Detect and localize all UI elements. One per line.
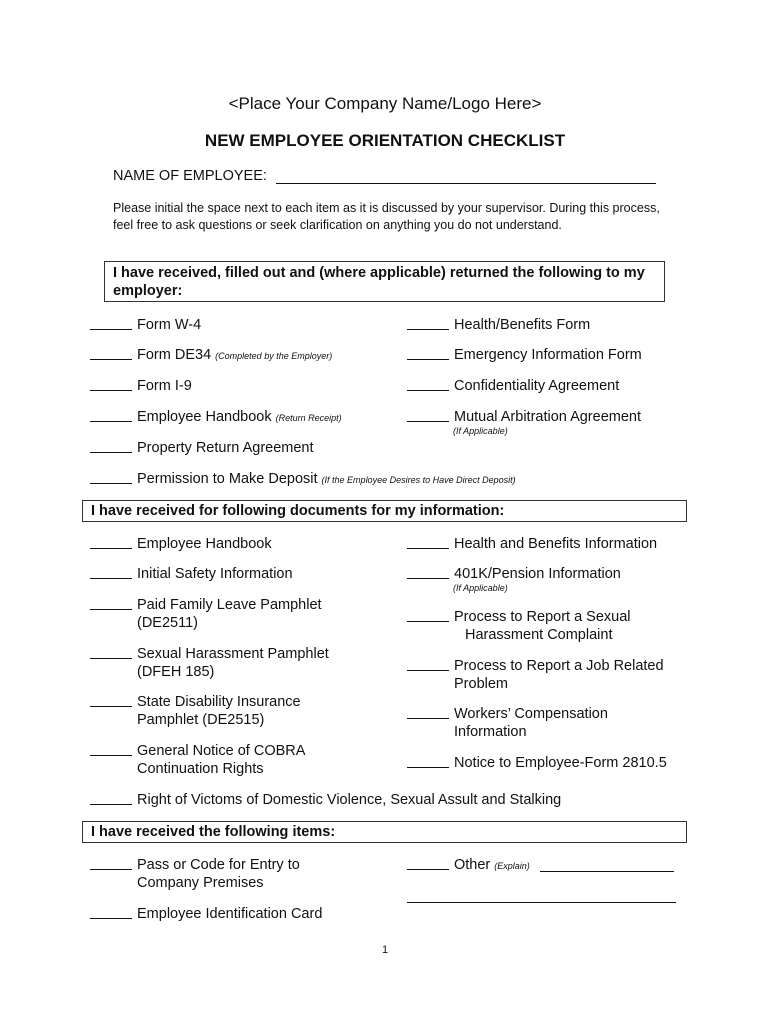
item-label: Property Return Agreement <box>137 440 314 456</box>
initial-blank[interactable] <box>90 742 132 756</box>
checklist-item-domestic-violence-rights <box>90 791 561 810</box>
item-label: Confidentiality Agreement <box>454 378 620 394</box>
item-label: Form DE34 <box>137 347 212 363</box>
initial-blank[interactable] <box>90 377 132 391</box>
checklist-item-emergency-information-form <box>407 346 642 365</box>
item-label-line1: General Notice of COBRA <box>137 743 306 759</box>
initial-blank[interactable] <box>407 657 449 671</box>
initial-blank[interactable] <box>90 408 132 422</box>
checklist-item-report-job-related-problem <box>407 657 664 693</box>
item-label: Employee Identification Card <box>137 906 323 922</box>
item-label-line2: Problem <box>454 676 508 692</box>
item-label: Health/Benefits Form <box>454 317 591 333</box>
checklist-item-form-w4 <box>90 316 201 335</box>
page-title: NEW EMPLOYEE ORIENTATION CHECKLIST <box>204 131 566 150</box>
item-note: (Completed by the Employer) <box>215 351 333 361</box>
page-number: 1 <box>381 944 389 956</box>
item-label-line2: Pamphlet (DE2515) <box>137 712 265 728</box>
initial-blank[interactable] <box>407 565 449 579</box>
initial-blank[interactable] <box>90 316 132 330</box>
item-label-line2: Information <box>454 724 527 740</box>
initial-blank[interactable] <box>90 565 132 579</box>
checklist-item-state-disability-insurance-pamphlet <box>90 693 301 729</box>
item-subnote: (If Applicable) <box>453 583 508 593</box>
item-label-line1: Workers’ Compensation <box>454 706 608 722</box>
initial-blank[interactable] <box>407 705 449 719</box>
item-label: Employee Handbook <box>137 409 272 425</box>
initial-blank[interactable] <box>90 856 132 870</box>
item-label-line2: Continuation Rights <box>137 761 264 777</box>
section-heading-text: I have received the following items: <box>91 824 336 840</box>
initial-blank[interactable] <box>90 346 132 360</box>
section-heading-text: I have received for following documents for my information: <box>91 503 505 519</box>
checklist-item-health-benefits-information <box>407 535 657 554</box>
checklist-item-notice-to-employee-form <box>407 754 667 773</box>
initial-blank[interactable] <box>407 535 449 549</box>
section-heading-information-documents <box>82 500 687 522</box>
item-label: Health and Benefits Information <box>454 536 658 552</box>
item-label: Notice to Employee-Form 2810.5 <box>454 755 667 771</box>
employee-name-row <box>113 168 267 184</box>
checklist-item-permission-direct-deposit <box>90 470 516 489</box>
checklist-item-sexual-harassment-pamphlet <box>90 645 329 681</box>
item-label-line1: Pass or Code for Entry to <box>137 857 300 873</box>
initial-blank[interactable] <box>90 693 132 707</box>
checklist-item-workers-compensation-information <box>407 705 608 741</box>
checklist-item-employee-handbook <box>90 535 272 554</box>
item-label: Mutual Arbitration Agreement <box>454 409 641 425</box>
initial-blank[interactable] <box>407 856 449 870</box>
section-heading-received-items <box>82 821 687 843</box>
checklist-item-cobra-notice <box>90 742 305 778</box>
initial-blank[interactable] <box>407 408 449 422</box>
checklist-item-paid-family-leave-pamphlet <box>90 596 322 632</box>
item-label-line2: (DFEH 185) <box>137 664 215 680</box>
item-subnote: (If Applicable) <box>453 426 508 436</box>
section-heading-returned <box>104 261 665 302</box>
company-placeholder: <Place Your Company Name/Logo Here> <box>228 94 542 113</box>
initial-blank[interactable] <box>407 608 449 622</box>
initial-blank[interactable] <box>90 596 132 610</box>
item-note: (Explain) <box>494 861 530 871</box>
initial-blank[interactable] <box>90 791 132 805</box>
initial-blank[interactable] <box>90 535 132 549</box>
checklist-item-401k-pension-information <box>407 565 621 584</box>
checklist-item-form-de34 <box>90 346 332 365</box>
initial-blank[interactable] <box>90 470 132 484</box>
initial-blank[interactable] <box>90 439 132 453</box>
initial-blank[interactable] <box>407 377 449 391</box>
checklist-item-mutual-arbitration-agreement <box>407 408 641 427</box>
checklist-item-entry-pass-code <box>90 856 300 892</box>
checklist-item-health-benefits-form <box>407 316 590 335</box>
other-explain-field[interactable] <box>540 871 674 872</box>
item-note: (Return Receipt) <box>275 413 342 423</box>
other-explain-field-2[interactable] <box>407 902 676 903</box>
checklist-item-initial-safety-information <box>90 565 293 584</box>
item-label: 401K/Pension Information <box>454 566 621 582</box>
item-label: Form I-9 <box>137 378 192 394</box>
item-label: Form W-4 <box>137 317 202 333</box>
checklist-item-employee-id-card <box>90 905 322 924</box>
employee-name-label: NAME OF EMPLOYEE: <box>113 168 267 184</box>
item-label: Right of Victoms of Domestic Violence, Sexual Assult and Stalking <box>137 792 562 808</box>
checklist-item-form-i9 <box>90 377 192 396</box>
checklist-item-other <box>407 856 530 875</box>
item-label-line1: Process to Report a Job Related <box>454 658 664 674</box>
initial-blank[interactable] <box>407 754 449 768</box>
item-label: Permission to Make Deposit <box>137 471 318 487</box>
initial-blank[interactable] <box>90 905 132 919</box>
checklist-item-report-sexual-harassment <box>407 608 631 644</box>
item-label-line1: State Disability Insurance <box>137 694 301 710</box>
item-label: Other <box>454 857 491 873</box>
item-note: (If the Employee Desires to Have Direct Deposit) <box>321 475 516 485</box>
initial-blank[interactable] <box>407 346 449 360</box>
item-label: Emergency Information Form <box>454 347 642 363</box>
item-label: Employee Handbook <box>137 536 272 552</box>
checklist-item-employee-handbook-returned <box>90 408 342 427</box>
item-label-line2: (DE2511) <box>137 615 198 631</box>
item-label-line2: Harassment Complaint <box>465 627 613 643</box>
initial-blank[interactable] <box>90 645 132 659</box>
item-label: Initial Safety Information <box>137 566 293 582</box>
initial-blank[interactable] <box>407 316 449 330</box>
item-label-line1: Sexual Harassment Pamphlet <box>137 646 329 662</box>
item-label-line2: Company Premises <box>137 875 264 891</box>
checklist-item-confidentiality-agreement <box>407 377 619 396</box>
employee-name-field[interactable] <box>276 183 656 184</box>
item-label-line1: Paid Family Leave Pamphlet <box>137 597 322 613</box>
section-heading-text: I have received, filled out and (where applicable) returned the following to my employer: <box>113 265 645 299</box>
checklist-item-property-return-agreement <box>90 439 314 458</box>
item-label-line1: Process to Report a Sexual <box>454 609 631 625</box>
instructions-paragraph: Please initial the space next to each item as it is discussed by your supervisor. During this process, feel free to ask questions or seek clarification on anything you do not understand. <box>113 201 660 232</box>
